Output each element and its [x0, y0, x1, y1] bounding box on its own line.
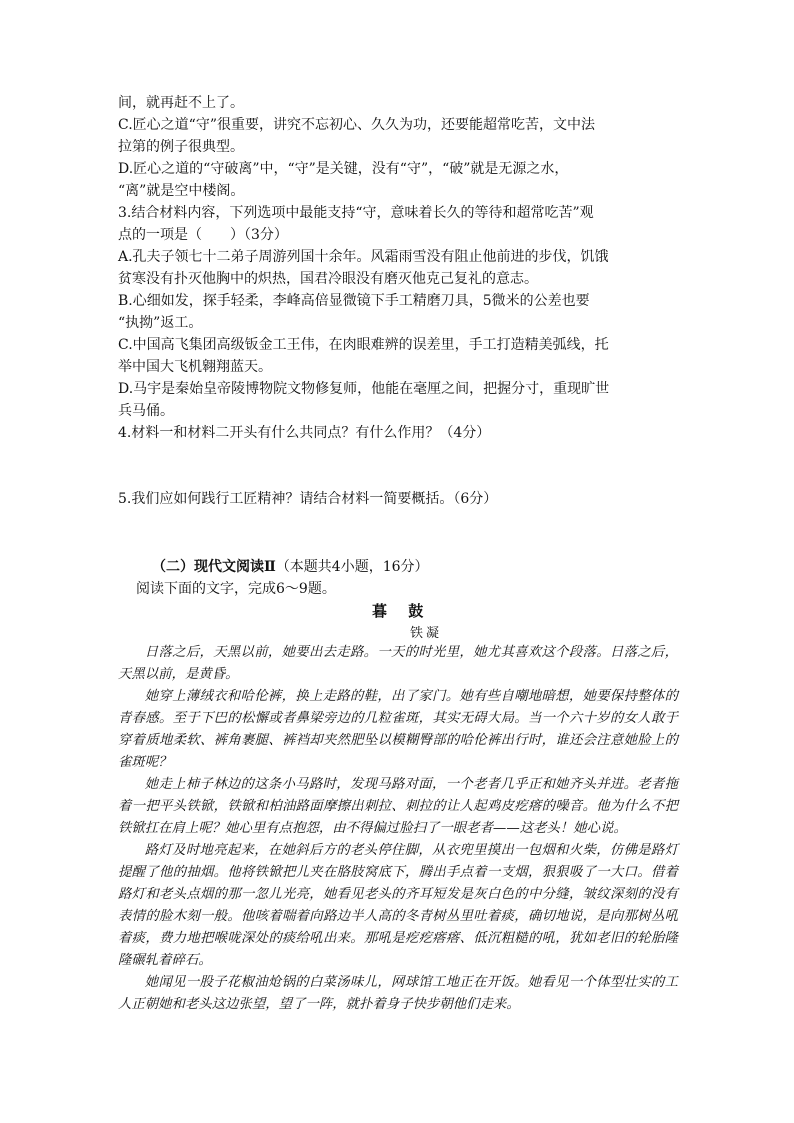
- option-line: 贫寒没有扑灭他胸中的炽热，国君冷眼没有磨灭他克己复礼的意志。: [118, 271, 538, 287]
- story-title: 暮 鼓: [372, 602, 432, 620]
- section-instruction: 阅读下面的文字，完成6～9题。: [136, 581, 336, 597]
- option-line: D.马宇是秦始皇帝陵博物院文物修复师，他能在毫厘之间，把握分寸，重现旷世: [118, 381, 610, 397]
- story-author: 铁凝: [410, 626, 443, 641]
- text-line: 间，就再赶不上了。: [118, 95, 244, 111]
- section-subtitle: （本题共4小题，16分）: [275, 559, 429, 575]
- text-line: 拉第的例子很典型。: [118, 139, 244, 155]
- question-5: 5.我们应如何践行工匠精神？请结合材料一简要概括。（6分）: [118, 491, 498, 507]
- section-title: （二）现代文阅读Ⅱ: [152, 559, 276, 575]
- option-line: “执拗”返工。: [118, 315, 203, 331]
- story-paragraph: 路灯及时地亮起来，在她斜后方的老头停住脚，从衣兜里摸出一包烟和火柴，仿佛是路灯提醒了他的抽烟。他将铁锨把儿夹在胳肢窝底下，腾出手点着一支烟，狠狠吸了一大口。借着路灯和老头点烟的那一忽儿光亮，她看见老头的齐耳短发是灰白色的中分缝，皱纹深刻的没有表情的脸木刻一般。他咳着喘着向路边半人高的冬青树丛里吐着痰，确切地说，是向那树丛吼着痰，费力地把喉咙深处的痰给吼出来。那吼是疙疙瘩瘩、低沉粗糙的吼，犹如老旧的轮胎隆隆碾轧着碎石。: [118, 843, 678, 968]
- text-line: C.匠心之道“守”很重要，讲究不忘初心、久久为功，还要能超常吃苦，文中法: [118, 117, 595, 133]
- story-paragraph: 她穿上薄绒衣和哈伦裤，换上走路的鞋，出了家门。她有些自嘲地暗想，她要保持整体的青春感。至于下巴的松懈或者鼻梁旁边的几粒雀斑，其实无碍大局。当一个六十岁的女人敢于穿着质地柔软、裤角裹腿、裤裆却夹然肥坠以模糊臀部的哈伦裤出行时，谁还会注意她脸上的雀斑呢？: [118, 689, 678, 770]
- story-paragraph: 她走上柿子林边的这条小马路时，发现马路对面，一个老者几乎正和她齐头并进。老者拖着一把平头铁锨，铁锨和柏油路面摩擦出刺拉、刺拉的让人起鸡皮疙瘩的噪音。他为什么不把铁锨扛在肩上呢？她心里有点抱怨，由不得偏过脸扫了一眼老者——这老头！她心说。: [118, 777, 678, 836]
- section-heading: [152, 557, 672, 578]
- text-line: D.匠心之道的“守破离”中，“守”是关键，没有“守”，“破”就是无源之水，: [118, 161, 569, 177]
- option-line: A.孔夫子领七十二弟子周游列国十余年。风霜雨雪没有阻止他前进的步伐，饥饿: [118, 249, 609, 265]
- question-3-line: 点的一项是（ ）（3分）: [118, 227, 288, 243]
- question-block: [118, 92, 678, 510]
- text-line: “离”就是空中楼阁。: [118, 183, 245, 199]
- story-paragraph: 她闻见一股子花椒油炝锅的白菜汤味儿，网球馆工地正在开饭。她看见一个体型壮实的工人正朝她和老头这边张望，望了一阵，就扑着身子快步朝他们走来。: [118, 975, 678, 1012]
- question-4: 4.材料一和材料二开头有什么共同点？有什么作用？（4分）: [118, 425, 491, 441]
- option-line: 举中国大飞机翱翔蓝天。: [118, 359, 272, 375]
- option-line: B.心细如发，探手轻柔，李峰高倍显微镜下手工精磨刀具，5微米的公差也要: [118, 293, 590, 309]
- story-body: [118, 642, 678, 1016]
- story-paragraph: 日落之后，天黑以前，她要出去走路。一天的时光里，她尤其喜欢这个段落。日落之后，天黑以前，是黄昏。: [118, 645, 678, 682]
- question-3-line: 3.结合材料内容，下列选项中最能支持“守，意味着长久的等待和超常吃苦”观: [118, 205, 594, 221]
- option-line: 兵马俑。: [118, 403, 174, 419]
- option-line: C.中国高飞集团高级钣金工王伟，在肉眼难辨的误差里，手工打造精美弧线，托: [118, 337, 609, 353]
